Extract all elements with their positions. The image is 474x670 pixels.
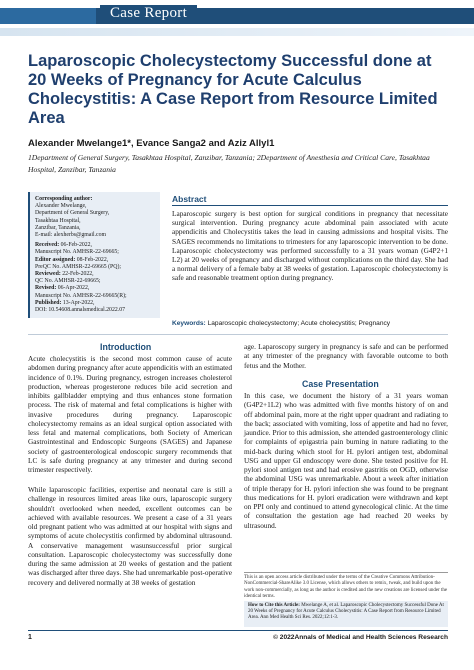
corr-line: Tasakhtaa Hospital, xyxy=(35,217,81,224)
publication-date-line xyxy=(35,249,155,256)
keywords-label: Keywords: xyxy=(172,320,206,327)
correspondence-box xyxy=(28,192,160,318)
introduction-heading: Introduction xyxy=(100,342,152,352)
header-accent xyxy=(0,8,96,24)
case-presentation-heading: Case Presentation xyxy=(302,379,379,389)
publication-date-line xyxy=(35,300,155,307)
corr-email[interactable]: E-mail: alexherbs@gmail.com xyxy=(35,232,107,239)
introduction-continued: age. Laparoscopy surgery in pregnancy is safe and can be performed at any trimester of the pregnancy with favorable outcome to both fetus and the Mother. xyxy=(244,342,448,370)
abstract-text: Laparoscopic surgery is best option for surgical conditions in pregnancy that necessitate surgical intervention. During pregnancy acute abdominal pain associated with acute appendicitis and Cholecystitis takes the lead in causing admissions and hospital visits. The SAGES recommends no limitations to trimesters for any laparoscopic intervention to be done. Laparoscopic cholecystectomy was performed successfully to a 31 years woman (G4P2+1 L2) at 20 weeks of pregnancy and discharged without complications on the third day. She had a normal delivery of a female baby at 38 weeks of gestation. Laparoscopic cholecystectomy is safe and reasonable treatment option during pregnancy. xyxy=(172,209,448,283)
date-value: PreQC No. AMHSR-22-69665 (PQ); xyxy=(35,263,121,270)
corr-line: Department of General Surgery, xyxy=(35,210,110,217)
keywords-divider xyxy=(28,334,448,335)
publication-date-line xyxy=(35,257,155,264)
open-access-note: This is an open access article distributed under the terms of the Creative Commons Attribution-NonCommercial-ShareAlike 3.0 License, which allows others to remix, tweak, and build upon the work non-commercially, as long as the author is credited and the new creations are licensed under the identical terms. xyxy=(244,572,448,600)
publication-dates xyxy=(35,242,155,314)
case-presentation-text: In this case, we document the history of a 31 years woman (G4P2+1L2) who was admitted with five months history of on and off abdominal pain, more at the right upper quadrant and radiating to the back; associated with vomiting, loss of appetite and had no fever, jaundice. Prior to this admission, she attended gastroenterology clinic for complaints of epigastria pain burning in nature radiating to the mid-back during which stool for H. pylori antigen test, abdominal USG and upper GI endoscopy were done. She tested positive for H. pylori stool antigen test and had erosive gastritis on OGD, otherwise the abdominal USG was unremarkable. About a week after initiation of triple therapy for H. pylori infection she was found to be pregnant thus medications for H. pylori eradication were withdrawn and kept on PPI only and continued to attend gynecological clinic. At the time of consultation the gestation age had reached 20 weeks by ultrasound. xyxy=(244,391,448,530)
date-label: Received: xyxy=(35,242,61,249)
date-label: Reviewed: xyxy=(35,271,63,278)
author-affiliation: 1Department of General Surgery, Tasakhtaa Hospital, Zanzibar, Tanzania; 2Department of Anesthesia and Critical Care, Tasakhtaa Hospital, Zanzibar, Tanzania xyxy=(28,153,430,174)
publication-date-line xyxy=(35,278,155,285)
corr-line: Alexander Mwelange, xyxy=(35,203,87,210)
date-label: Published: xyxy=(35,299,63,306)
date-value: 06-Apr-2022, xyxy=(57,285,90,292)
citation-text: Mwelange A, et al. Laparoscopic Cholecystectomy Successful Done At 20 Weeks of Pregnancy for Acute Calculus Cholecystitis: A Case Report from Resource Limited Area. Ann Med Health Sci Res. 2022;12:1-3. xyxy=(248,603,444,621)
author-list: Alexander Mwelange1*, Evance Sanga2 and Aziz Allyl1 xyxy=(28,138,275,149)
publication-date-line xyxy=(35,293,155,300)
introduction-paragraph-2: While laparoscopic facilities, expertise and neonatal care is still a challenge in resources limited areas like ours, laparoscopic surgery shouldn't overlooked when needed, excellent outcomes can be achieved with available resources. We present a case of a 31 years old pregnant patient who was admitted at our hospital with signs and symptoms of acute cholecystitis confirmed by abdominal ultrasound. A conservative management wasunsuccessful prior surgical consultation. Laparoscopic cholecystectomy was successfully done during the same admission at 20 weeks of gestation and the patient was discharged after three days. She had unremarkable post-operative recovery and delivered normally at 38 weeks of gestation xyxy=(28,485,232,587)
header-strip xyxy=(0,28,474,36)
date-value: 08-Feb-2022, xyxy=(76,256,109,263)
corr-line: Zanzibar, Tanzania, xyxy=(35,224,81,231)
date-value: 22-Feb-2022, xyxy=(62,271,94,278)
publication-date-line xyxy=(35,264,155,271)
date-label: Editor assigned: xyxy=(35,256,77,263)
article-title: Laparoscopic Cholecystectomy Successful done at 20 Weeks of Pregnancy for Acute Calculus Cholecystitis: A Case Report from Resource Limited Area xyxy=(28,52,438,127)
corr-label: Corresponding author: xyxy=(35,196,93,202)
page-number: 1 xyxy=(28,634,32,641)
citation-box xyxy=(244,601,448,627)
abstract-heading: Abstract xyxy=(172,194,207,204)
header-band xyxy=(0,0,474,50)
publication-date-line xyxy=(35,271,155,278)
publication-date-line xyxy=(35,242,155,249)
keywords xyxy=(172,320,448,327)
date-value: 06-Feb-2022, xyxy=(60,242,92,249)
citation-label: How to Cite this Article: xyxy=(248,603,300,608)
introduction-paragraph-1: Acute cholecystitis is the second most common cause of acute abdomen during pregnancy after acute appendicitis with an estimated incidence of 0.1%. During pregnancy, estrogen increases cholesterol production, whereas progesterone reduces bile acid secretion and inhibits gallbladder emptying and thus enhances stone formation process. The risk of maternal and fetal complications is higher with invasive procedures during pregnancy. Laparoscopic cholecystectomy remains as an ideal surgical option associated with less fetal and maternal complications, both Society of American Gastrointestinal and Endoscopic Surgeons (SAGES) and Japanese society of gastroenterological endoscopic surgery recommends that LC is safe during pregnancy at any trimester and during second trimester respectively. xyxy=(28,354,232,474)
date-value: 13-Apr-2022, xyxy=(62,299,95,306)
article-category: Case Report xyxy=(100,5,197,22)
date-value: Manuscript No. AMHSR-22-69665(R); xyxy=(35,292,127,299)
date-value: DOI: 10.54608.annalsmedical.2022.07 xyxy=(35,307,125,314)
publication-date-line xyxy=(35,307,155,314)
footer-copyright: © 2022Annals of Medical and Health Sciences Research xyxy=(273,634,448,641)
date-label: Revised: xyxy=(35,285,58,292)
date-value: QC No. AMHSR-22-69665; xyxy=(35,278,101,285)
keywords-text: Laparoscopic cholecystectomy; Acute cholecystitis; Pregnancy xyxy=(207,320,391,327)
footer-divider xyxy=(28,630,448,631)
date-value: Manuscript No. AMHSR-22-69665; xyxy=(35,249,119,256)
abstract-divider xyxy=(172,205,448,206)
publication-date-line xyxy=(35,285,155,292)
